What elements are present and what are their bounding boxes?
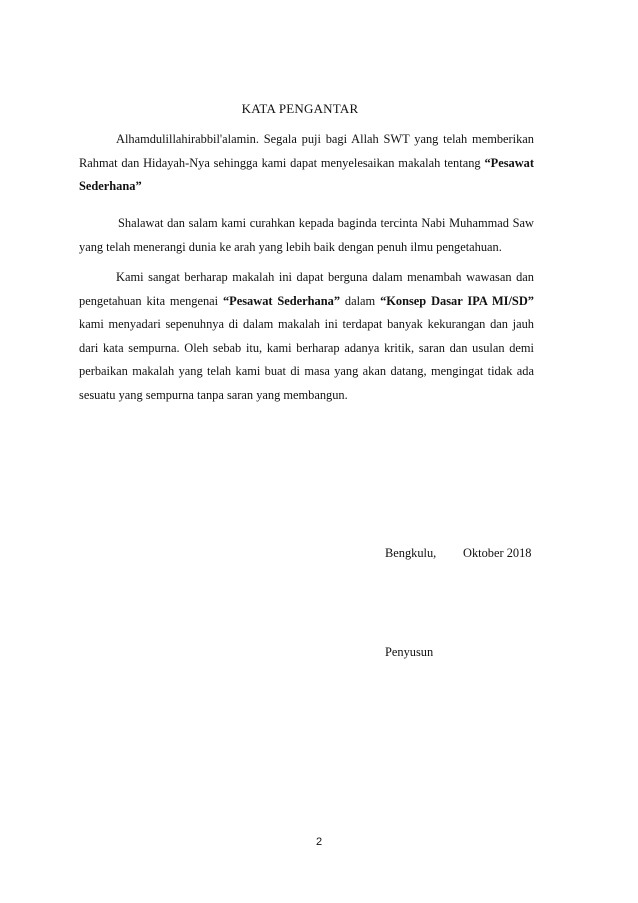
- paragraph-1-text: Alhamdulillahirabbil'alamin. Segala puji bagi Allah SWT yang telah memberikan Rahmat dan Hidayah-Nya sehingga kami dapat menyelesaikan makalah tentang: [79, 132, 534, 170]
- paragraph-1-bold: “Pesawat Sederhana”: [79, 155, 534, 193]
- paragraph-2: [79, 212, 534, 259]
- paragraph-3: [79, 266, 534, 407]
- paragraph-3-bold-2: “Konsep Dasar IPA MI/SD”: [380, 293, 534, 308]
- page-title: KATA PENGANTAR: [241, 101, 359, 116]
- paragraph-3-bold-1: “Pesawat Sederhana”: [222, 293, 341, 308]
- signature-author: Penyusun: [385, 645, 434, 659]
- paragraph-3-text-1: Kami sangat berharap makalah ini dapat berguna dalam menambah wawasan dan pengetahuan kita mengenai: [79, 270, 534, 308]
- paragraph-3-text-3: kami menyadari sepenuhnya di dalam makalah ini terdapat banyak kekurangan dan jauh dari kata sempurna. Oleh sebab itu, kami berharap adanya kritik, saran dan usulan demi perbaikan makalah yang telah kami buat di masa yang akan datang, mengingat tidak ada sesuatu yang sempurna tanpa saran yang membangun.: [79, 317, 534, 402]
- signature-place: Bengkulu,: [385, 546, 437, 560]
- paragraph-3-text-2: dalam: [340, 293, 381, 308]
- signature-date: Oktober 2018: [463, 546, 532, 560]
- paragraph-1: [79, 128, 534, 199]
- paragraph-2-text: Shalawat dan salam kami curahkan kepada baginda tercinta Nabi Muhammad Saw yang telah menerangi dunia ke arah yang lebih baik dengan penuh ilmu pengetahuan.: [79, 216, 534, 254]
- page-number: 2: [315, 836, 323, 848]
